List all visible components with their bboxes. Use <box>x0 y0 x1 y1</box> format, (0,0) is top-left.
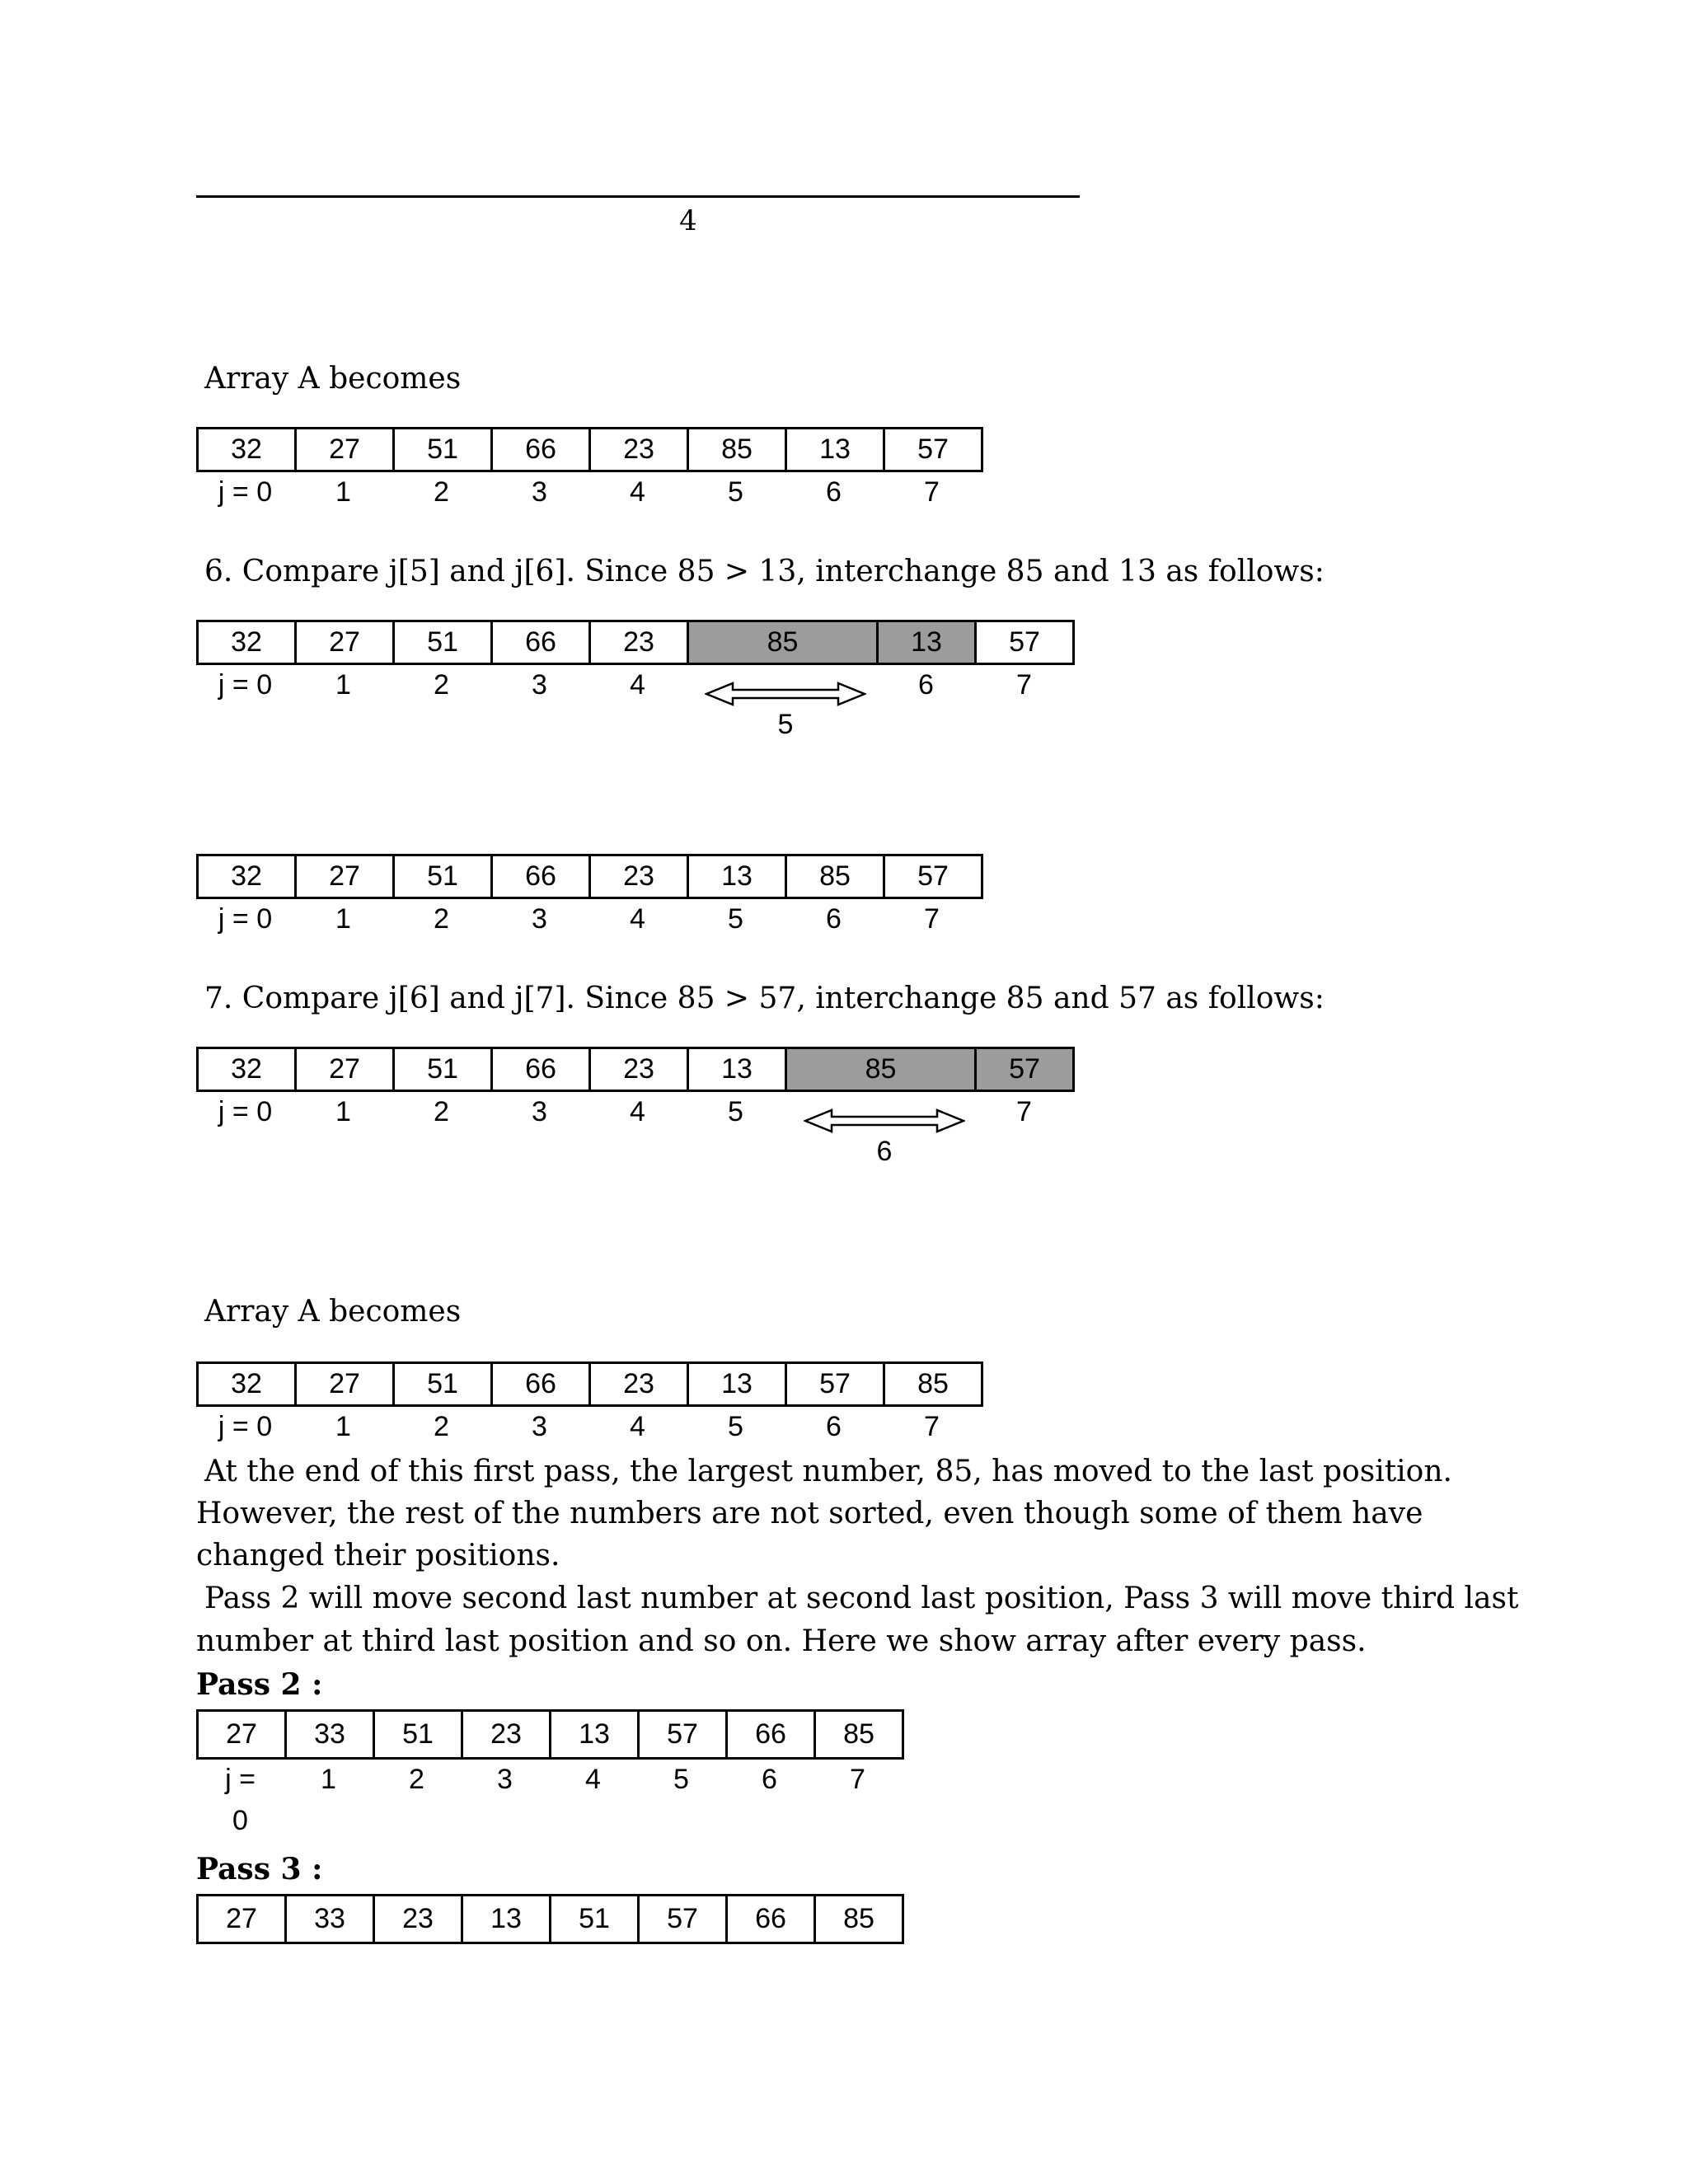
swap-arrow-icon <box>804 1108 965 1134</box>
header-rule <box>196 195 1080 198</box>
index-label: 6 <box>762 1764 777 1795</box>
array-table-step6 <box>196 620 1075 665</box>
index-label: 7 <box>850 1764 865 1795</box>
section1-heading: Array A becomes <box>204 362 462 396</box>
array-cell: 51 <box>394 429 492 471</box>
index-label: 1 <box>335 903 351 935</box>
index-label: 6 <box>918 669 934 701</box>
array-cell: 23 <box>374 1896 462 1943</box>
array-cell: 13 <box>462 1896 551 1943</box>
array-cell: 27 <box>296 855 394 898</box>
index-label: 4 <box>630 476 645 508</box>
index-label: 3 <box>532 669 547 701</box>
array-cell: 51 <box>374 1711 462 1759</box>
index-label: 5 <box>728 1411 743 1442</box>
index-label: 7 <box>924 903 940 935</box>
array-table-step7 <box>196 1047 1075 1092</box>
highlighted-cell: 85 <box>688 621 878 664</box>
index-label: 4 <box>630 1411 645 1442</box>
pass3-table <box>196 1894 904 1944</box>
paragraph-line: number at third last position and so on. Here we show array after every pass. <box>196 1624 1367 1658</box>
index-label: 7 <box>1016 1096 1032 1127</box>
index-label: 2 <box>434 476 449 508</box>
array-cell: 57 <box>976 621 1074 664</box>
array-cell: 32 <box>198 1048 296 1091</box>
index-label: 2 <box>434 1411 449 1442</box>
array-cell: 13 <box>688 1363 786 1406</box>
index-label: j = 0 <box>218 1096 273 1127</box>
index-label: 6 <box>826 903 842 935</box>
index-label: 5 <box>728 903 743 935</box>
array-cell: 66 <box>727 1711 815 1759</box>
index-label: 4 <box>630 903 645 935</box>
index-label: 2 <box>409 1764 424 1795</box>
index-label: j = 0 <box>218 476 273 508</box>
index-label: 3 <box>532 903 547 935</box>
paragraph-line: At the end of this first pass, the largest number, 85, has moved to the last position. <box>204 1455 1452 1488</box>
step6-text: 6. Compare j[5] and j[6]. Since 85 > 13, interchange 85 and 13 as follows: <box>204 555 1325 588</box>
index-label: j = 0 <box>218 1411 273 1442</box>
array-cell: 51 <box>394 1048 492 1091</box>
array-cell: 85 <box>786 855 884 898</box>
index-label: 6 <box>826 476 842 508</box>
array-cell: 23 <box>590 855 688 898</box>
array-cell: 33 <box>286 1711 374 1759</box>
array-cell: 85 <box>688 429 786 471</box>
index-label: 5 <box>728 476 743 508</box>
pass2-label: Pass 2 : <box>196 1667 323 1702</box>
array-cell: 51 <box>394 1363 492 1406</box>
page-number: 4 <box>679 204 697 237</box>
array-cell: 66 <box>492 1048 590 1091</box>
arrow-index-label: 5 <box>777 709 794 740</box>
array-cell: 66 <box>492 621 590 664</box>
array-cell: 27 <box>296 621 394 664</box>
array-cell: 27 <box>198 1896 286 1943</box>
array-cell: 66 <box>727 1896 815 1943</box>
index-label: 1 <box>335 476 351 508</box>
index-label: 3 <box>532 476 547 508</box>
arrow-index-label: 6 <box>876 1136 893 1167</box>
array-cell: 32 <box>198 1363 296 1406</box>
index-label: 6 <box>826 1411 842 1442</box>
array-cell: 32 <box>198 429 296 471</box>
index-label: 1 <box>335 1411 351 1442</box>
array-cell: 66 <box>492 429 590 471</box>
index-label: 5 <box>728 1096 743 1127</box>
index-label: 0 <box>232 1805 248 1836</box>
array-cell: 13 <box>688 855 786 898</box>
index-label: 3 <box>497 1764 513 1795</box>
array-cell: 27 <box>296 1048 394 1091</box>
array-cell: 51 <box>551 1896 639 1943</box>
pass3-label: Pass 3 : <box>196 1852 323 1886</box>
paragraph-line: Pass 2 will move second last number at second last position, Pass 3 will move third last <box>204 1582 1519 1615</box>
index-label: j = <box>225 1764 256 1795</box>
array-cell: 66 <box>492 855 590 898</box>
array-cell: 85 <box>884 1363 982 1406</box>
array-cell: 66 <box>492 1363 590 1406</box>
highlighted-cell: 13 <box>878 621 976 664</box>
index-label: 4 <box>630 669 645 701</box>
array-table-3 <box>196 1361 983 1407</box>
array-cell: 23 <box>590 1363 688 1406</box>
array-cell: 33 <box>286 1896 374 1943</box>
array-cell: 23 <box>590 1048 688 1091</box>
array-cell: 85 <box>815 1711 903 1759</box>
swap-arrow-icon <box>705 681 866 707</box>
array-cell: 13 <box>551 1711 639 1759</box>
array-cell: 85 <box>815 1896 903 1943</box>
index-label: 1 <box>335 1096 351 1127</box>
array-cell: 32 <box>198 855 296 898</box>
array-table-2 <box>196 854 983 899</box>
array-cell: 27 <box>198 1711 286 1759</box>
array-cell: 23 <box>590 429 688 471</box>
index-label: 5 <box>673 1764 689 1795</box>
highlighted-cell: 85 <box>786 1048 976 1091</box>
index-label: 4 <box>630 1096 645 1127</box>
index-label: 7 <box>924 1411 940 1442</box>
array-cell: 57 <box>639 1711 727 1759</box>
step7-text: 7. Compare j[6] and j[7]. Since 85 > 57, interchange 85 and 57 as follows: <box>204 982 1325 1015</box>
array-cell: 13 <box>688 1048 786 1091</box>
array-cell: 51 <box>394 621 492 664</box>
index-label: 2 <box>434 903 449 935</box>
array-cell: 57 <box>884 855 982 898</box>
index-label: 3 <box>532 1411 547 1442</box>
highlighted-cell: 57 <box>976 1048 1074 1091</box>
pass2-table <box>196 1709 904 1760</box>
index-label: 1 <box>321 1764 336 1795</box>
paragraph-line: changed their positions. <box>196 1539 560 1572</box>
index-label: 2 <box>434 669 449 701</box>
index-label: 1 <box>335 669 351 701</box>
array-cell: 23 <box>462 1711 551 1759</box>
paragraph-line: However, the rest of the numbers are not sorted, even though some of them have <box>196 1497 1423 1530</box>
array-cell: 57 <box>884 429 982 471</box>
array-cell: 13 <box>786 429 884 471</box>
array-cell: 27 <box>296 429 394 471</box>
array-cell: 57 <box>786 1363 884 1406</box>
index-label: 3 <box>532 1096 547 1127</box>
array-cell: 32 <box>198 621 296 664</box>
array-cell: 57 <box>639 1896 727 1943</box>
section2-heading: Array A becomes <box>204 1295 462 1329</box>
array-cell: 27 <box>296 1363 394 1406</box>
array-cell: 51 <box>394 855 492 898</box>
array-table-1 <box>196 427 983 472</box>
index-label: j = 0 <box>218 903 273 935</box>
index-label: 2 <box>434 1096 449 1127</box>
index-label: 4 <box>585 1764 601 1795</box>
index-label: 7 <box>924 476 940 508</box>
index-label: 7 <box>1016 669 1032 701</box>
array-cell: 23 <box>590 621 688 664</box>
index-label: j = 0 <box>218 669 273 701</box>
